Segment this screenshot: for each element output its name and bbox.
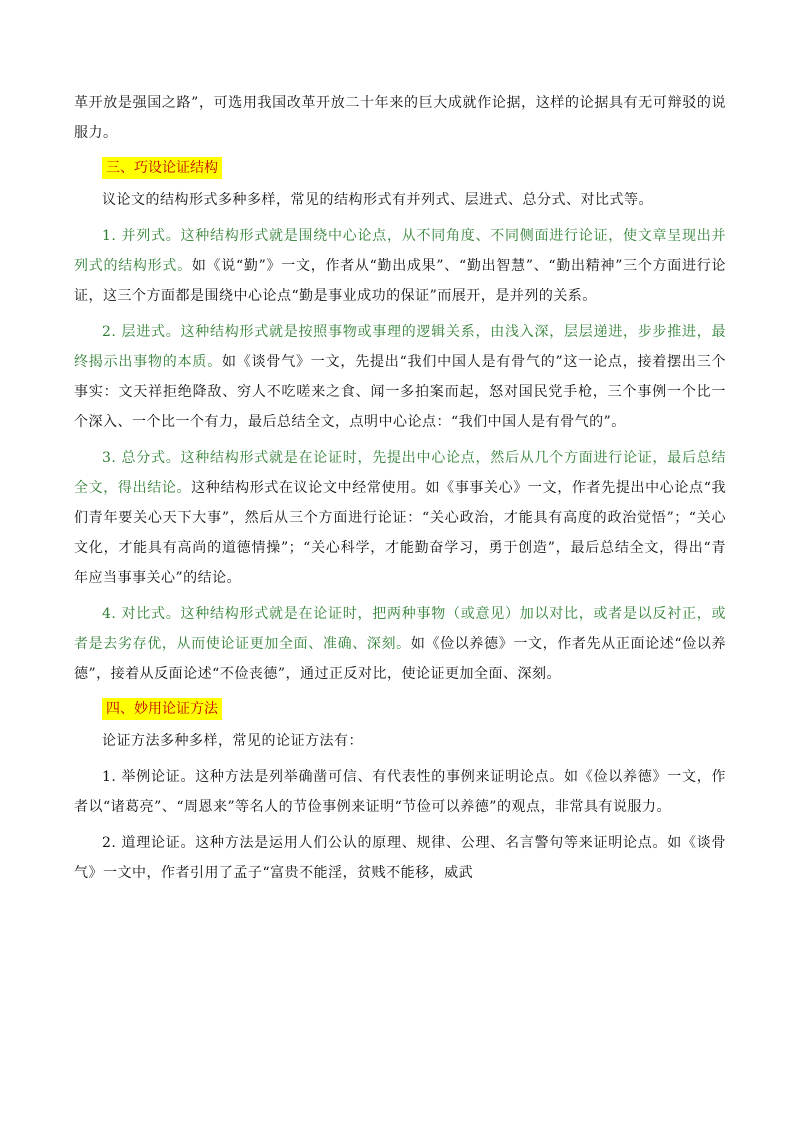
section-4-intro: 论证方法多种多样，常见的论证方法有： [102,733,363,749]
structure-item-lead: 4. 对比式。这种结构形式就是在论证时，把两种事物（或意见）加以对比，或者是以反衬正，或者是去劣存优，从而使论证更加全面、准确、深刻。 [74,606,726,652]
section-3-heading-wrap [74,157,726,179]
structure-item-body: 如《说“勤”》一文，作者从“勤出成果”、“勤出智慧”、“勤出精神”三个方面进行论证，这三个方面都是围绕中心论点“勤是事业成功的保证”而展开，是并列的关系。 [74,258,726,304]
structure-item-body: 这种结构形式在议论文中经常使用。如《事事关心》一文，作者先提出中心论点“我们青年要关心天下大事”，然后从三个方面进行论证：“关心政治，才能具有高度的政治觉悟”；“关心文化，才能具有高尚的道德情操”；“关心科学，才能勤奋学习，勇于创造”，最后总结全文，得出“青年应当事事关心”的结论。 [74,480,727,586]
structure-item-lead: 2. 层进式。这种结构形式就是按照事物或事理的逻辑关系，由浅入深，层层递进，步步推进，最终揭示出事物的本质。 [74,324,726,370]
document-page [74,88,726,888]
section-3-intro: 议论文的结构形式多种多样，常见的结构形式有并列式、层进式、总分式、对比式等。 [102,192,653,208]
section-4-heading: 四、妙用论证方法 [102,698,222,720]
structure-item-general-specific [74,443,726,593]
method-item-reasoning: 2. 道理论证。这种方法是运用人们公认的原理、规律、公理、名言警句等来证明论点。如《谈骨气》一文中，作者引用了孟子“富贵不能淫，贫贱不能移，威武 [74,835,726,881]
structure-item-parallel [74,221,726,311]
continuation-paragraph: 革开放是强国之路”，可选用我国改革开放二十年来的巨大成就作论据，这样的论据具有无可辩驳的说服力。 [74,95,726,141]
structure-item-body: 如《俭以养德》一文，作者先从正面论述“俭以养德”，接着从反面论述“不俭丧德”，通过正反对比，使论证更加全面、深刻。 [74,636,727,682]
method-item-example: 1. 举例论证。这种方法是列举确凿可信、有代表性的事例来证明论点。如《俭以养德》一文，作者以“诸葛亮”、“周恩来”等名人的节俭事例来证明“节俭可以养德”的观点，非常具有说服力。 [74,769,726,815]
structure-item-body: 如《谈骨气》一文，先提出“我们中国人是有骨气的”这一论点，接着摆出三个事实：文天祥拒绝降敌、穷人不吃嗟来之食、闻一多拍案而起，怒对国民党手枪，三个事例一个比一个深入、一个比一个有力，最后总结全文，点明中心论点：“我们中国人是有骨气的”。 [74,354,727,430]
section-4-heading-wrap [74,698,726,720]
structure-item-progressive [74,317,726,437]
structure-item-contrast [74,599,726,689]
structure-item-lead: 1. 并列式。这种结构形式就是围绕中心论点，从不同角度、不同侧面进行论证，使文章呈现出并列式的结构形式。 [74,228,726,274]
section-3-heading: 三、巧设论证结构 [102,157,222,179]
structure-item-lead: 3. 总分式。这种结构形式就是在论证时，先提出中心论点，然后从几个方面进行论证，最后总结全文，得出结论。 [74,450,726,496]
